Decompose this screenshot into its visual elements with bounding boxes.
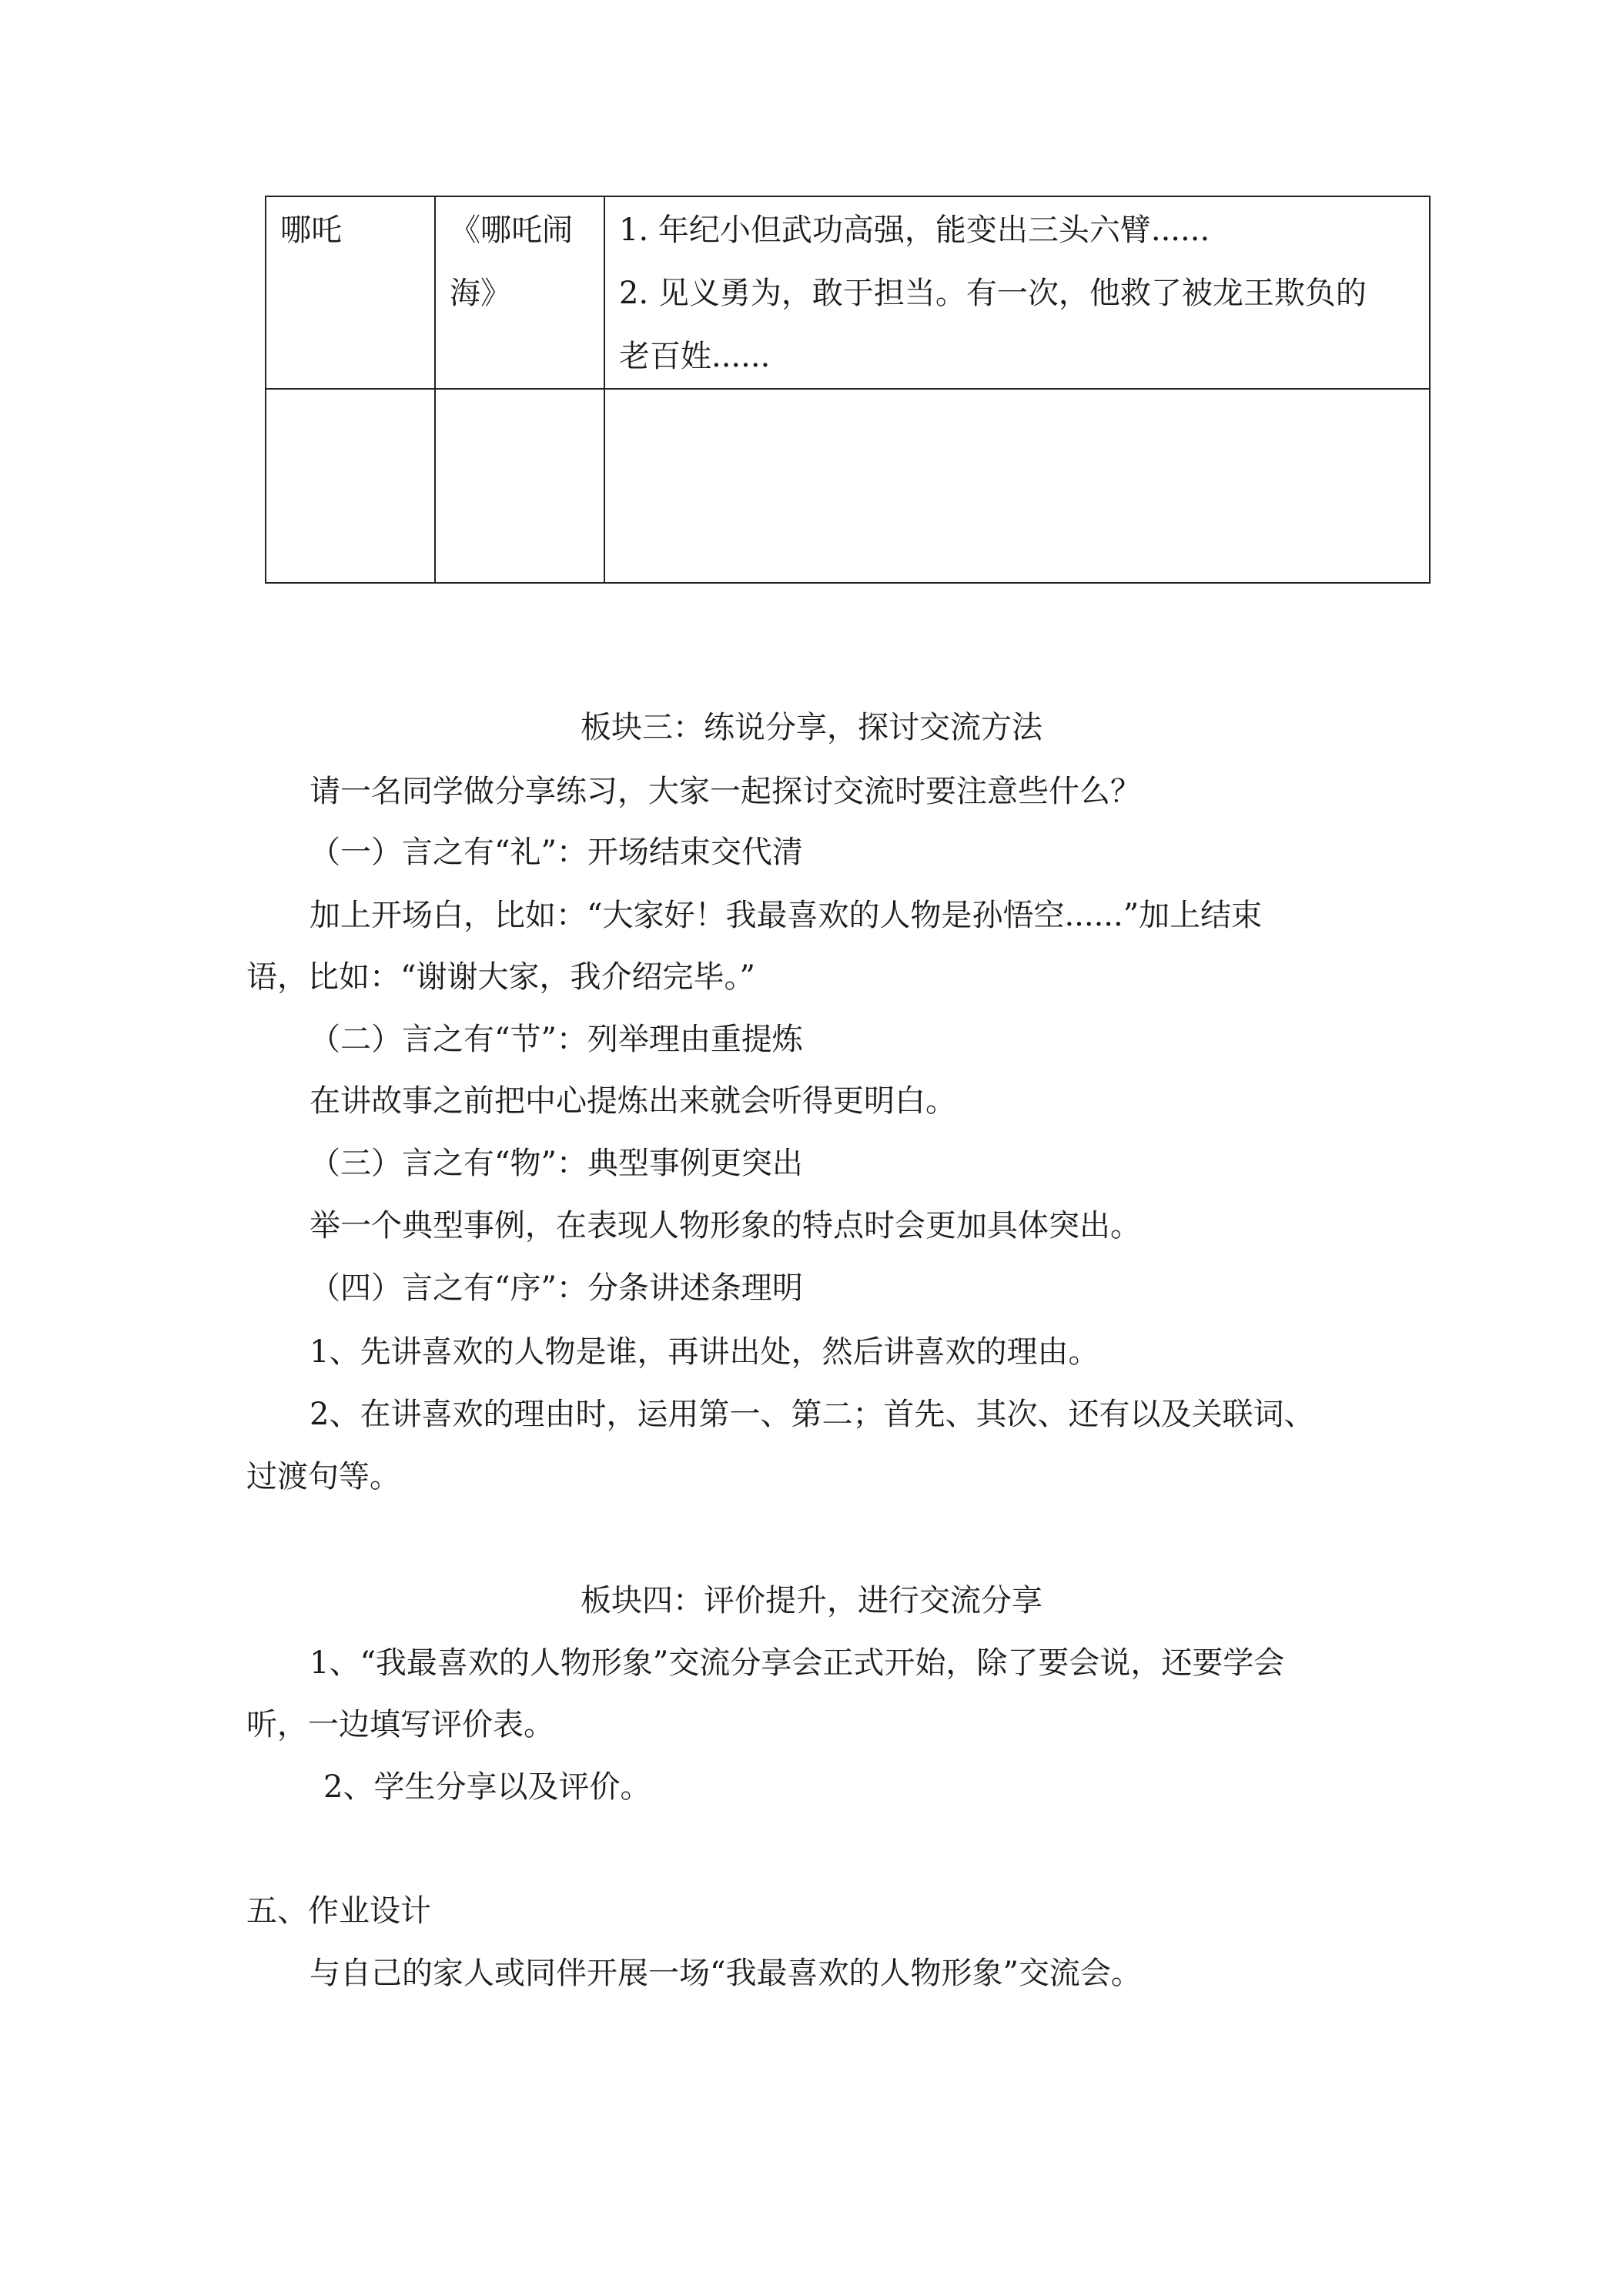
trait-line: 1. 年纪小但武功高强，能变出三头六臂...... (619, 213, 1210, 248)
section3-p4-title: （四）言之有“序”：分条讲述条理明 (310, 1270, 803, 1306)
section3-p1-title: （一）言之有“礼”：开场结束交代清 (310, 835, 803, 870)
traits-cell (604, 196, 1430, 389)
source-cell (435, 389, 604, 583)
section3-p4-item2-cont: 过渡句等。 (246, 1459, 400, 1494)
section4-item1-cont: 听，一边填写评价表。 (246, 1707, 554, 1742)
section3-heading: 板块三：练说分享，探讨交流方法 (581, 710, 1042, 745)
section3-p1-text-cont: 语，比如：“谢谢大家，我介绍完毕。” (246, 959, 755, 995)
source-line: 《哪吒闹 (450, 213, 573, 248)
section3-p2-text: 在讲故事之前把中心提炼出来就会听得更明白。 (310, 1083, 956, 1119)
table-row (266, 196, 1430, 389)
section5-text: 与自己的家人或同伴开展一场“我最喜欢的人物形象”交流会。 (310, 1956, 1142, 1991)
section4-item1: 1、“我最喜欢的人物形象”交流分享会正式开始，除了要会说，还要学会 (310, 1645, 1285, 1681)
traits-cell (604, 389, 1430, 583)
section3-p2-title: （二）言之有“节”：列举理由重提炼 (310, 1022, 803, 1057)
character-name: 哪吒 (280, 213, 342, 248)
trait-line: 老百姓...... (619, 339, 771, 374)
section3-p3-title: （三）言之有“物”：典型事例更突出 (310, 1146, 803, 1181)
section3-p3-text: 举一个典型事例，在表现人物形象的特点时会更加具体突出。 (310, 1208, 1141, 1243)
section3-p4-item1: 1、先讲喜欢的人物是谁，再讲出处，然后讲喜欢的理由。 (310, 1334, 1099, 1370)
section3-p4-item2: 2、在讲喜欢的理由时，运用第一、第二；首先、其次、还有以及关联词、 (310, 1397, 1315, 1432)
source-line: 海》 (450, 276, 511, 311)
section4-item2: 2、学生分享以及评价。 (323, 1769, 651, 1805)
source-cell (435, 196, 604, 389)
character-table (265, 196, 1431, 584)
section5-heading: 五、作业设计 (246, 1893, 431, 1929)
table-row (266, 389, 1430, 583)
trait-line: 2. 见义勇为，敢于担当。有一次，他救了被龙王欺负的 (619, 276, 1367, 311)
character-name-cell (266, 196, 435, 389)
character-name-cell (266, 389, 435, 583)
section3-p1-text: 加上开场白，比如：“大家好！我最喜欢的人物是孙悟空......”加上结束 (310, 898, 1263, 933)
section3-intro: 请一名同学做分享练习，大家一起探讨交流时要注意些什么？ (310, 774, 1141, 809)
section4-heading: 板块四：评价提升，进行交流分享 (581, 1583, 1042, 1618)
